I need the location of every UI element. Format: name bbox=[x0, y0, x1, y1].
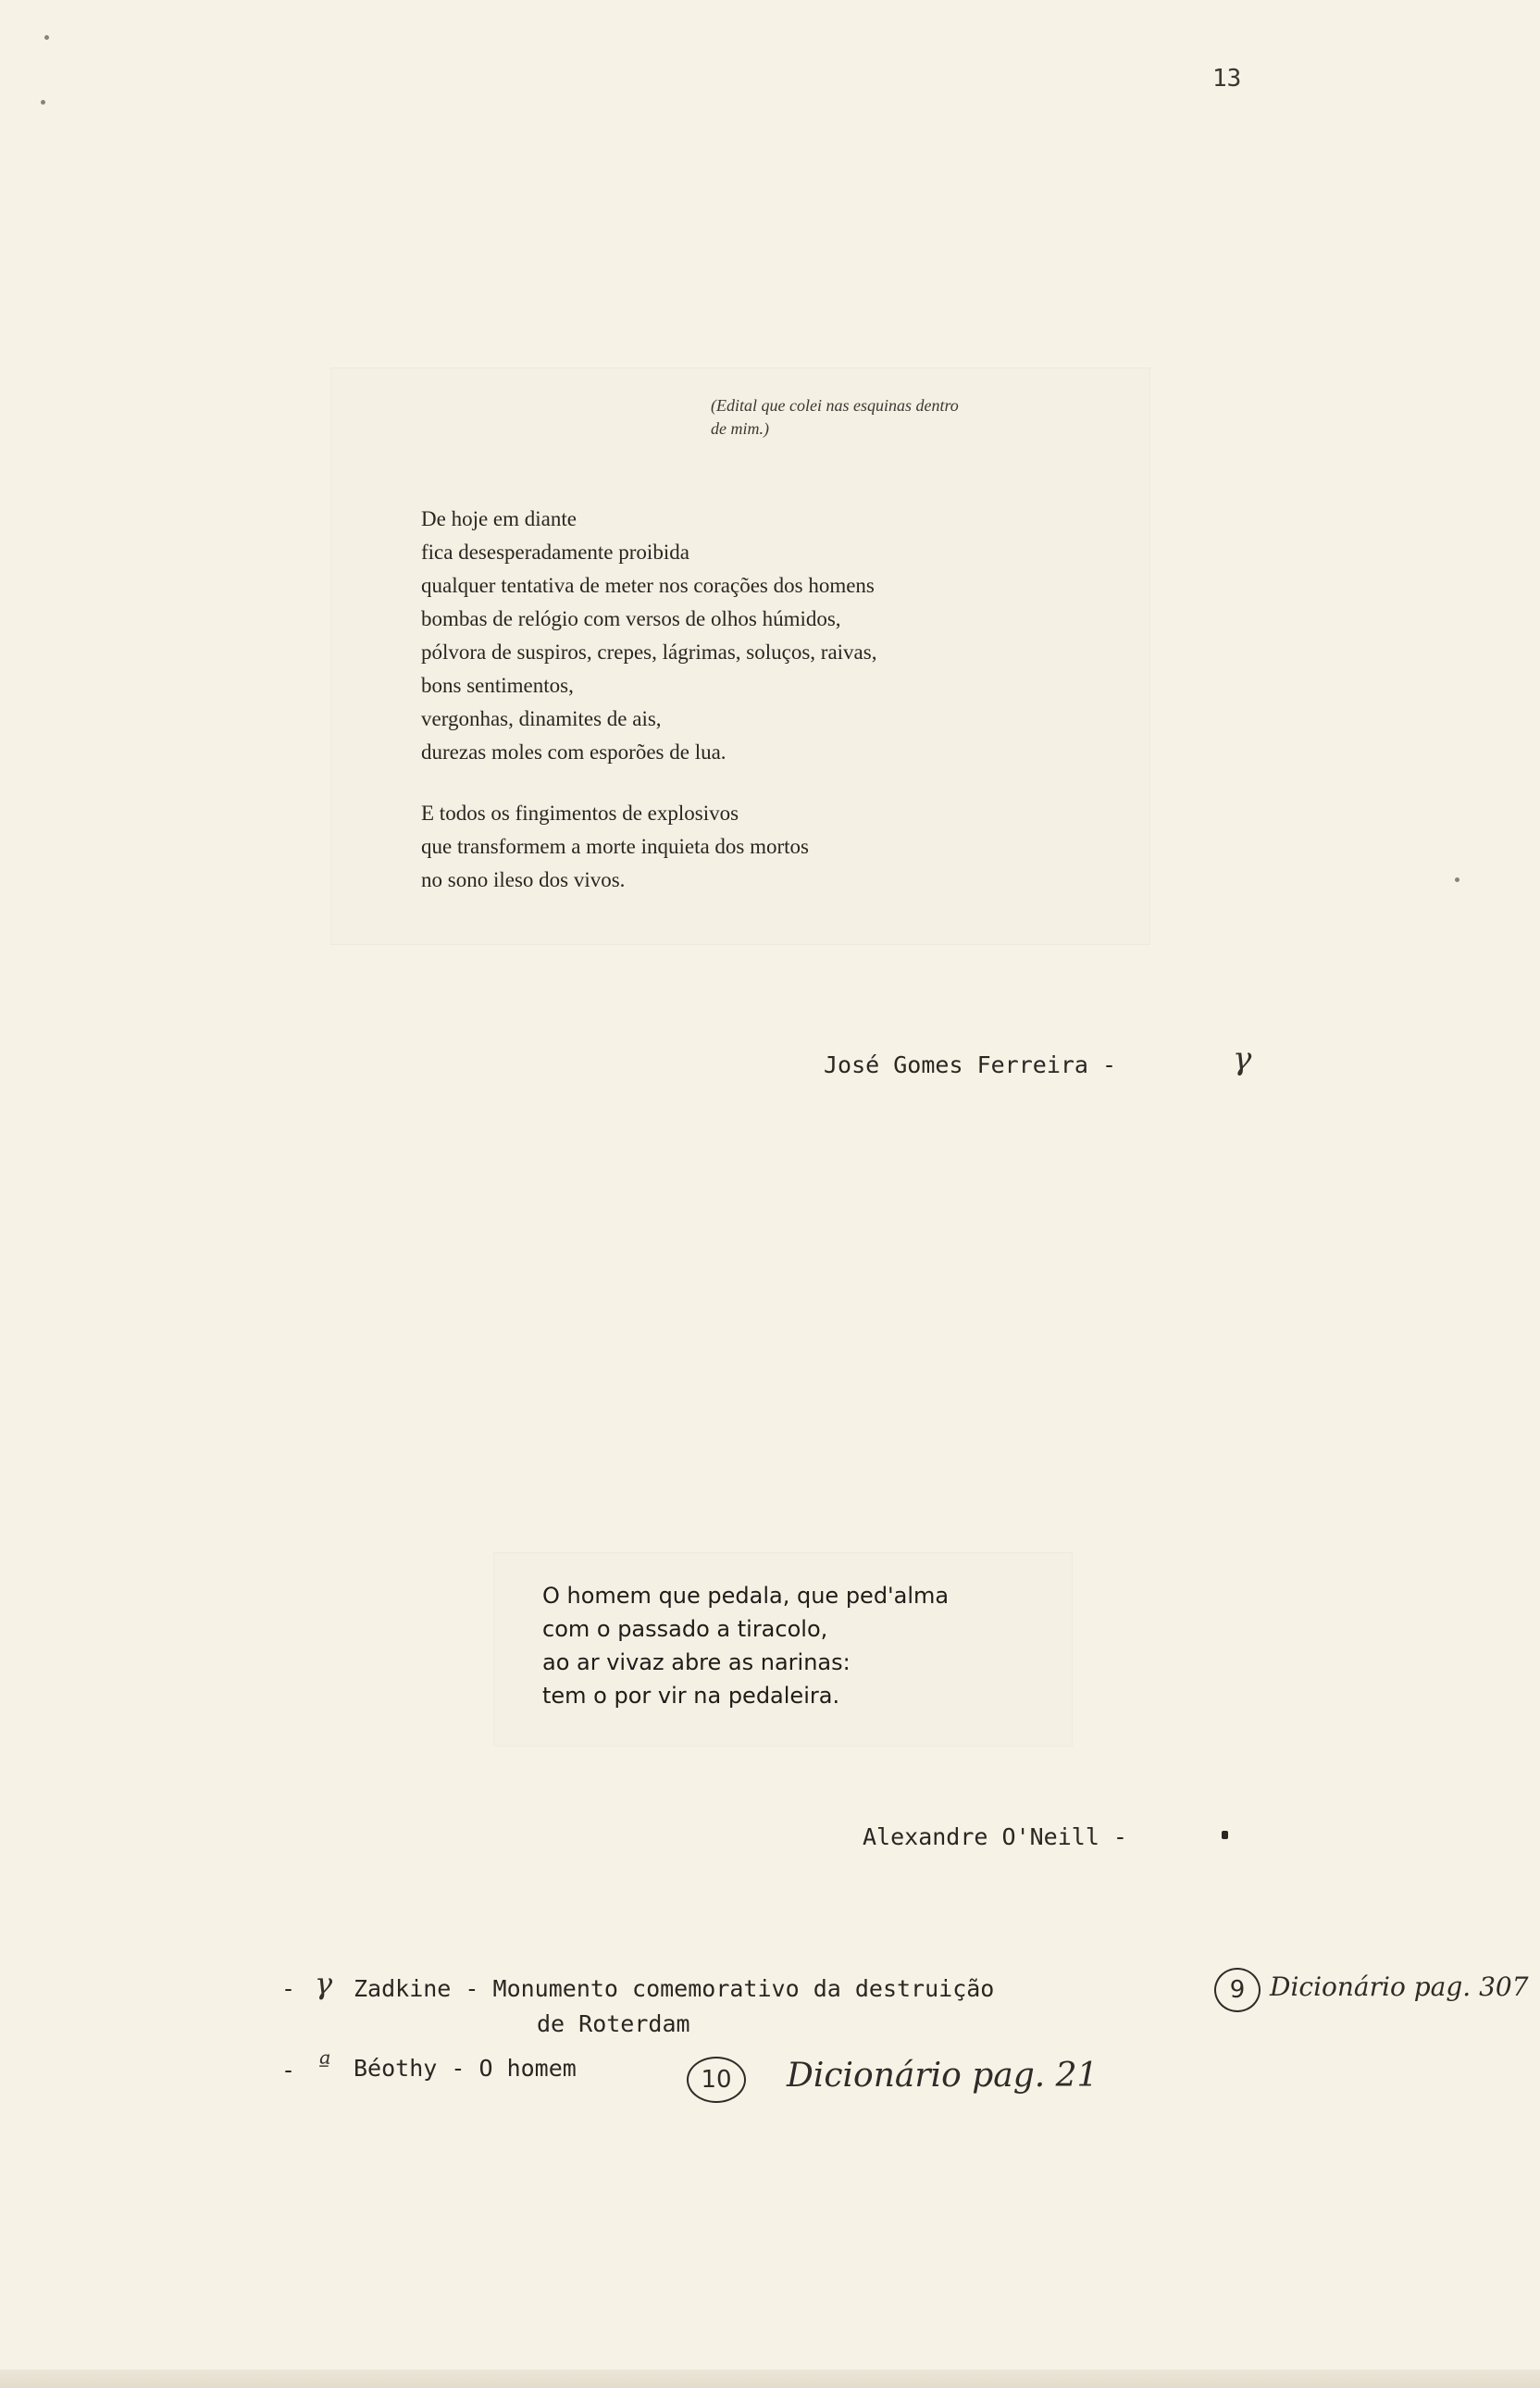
poem-line: ao ar vivaz abre as narinas: bbox=[542, 1649, 851, 1675]
note-1-text: Zadkine - Monumento comemorativo da destruição bbox=[354, 1975, 995, 2002]
paper-speck bbox=[44, 35, 49, 40]
note-1-dash: - bbox=[281, 1975, 296, 2002]
poem-line: tem o por vir na pedaleira. bbox=[542, 1683, 840, 1709]
poem-line: no sono ileso dos vivos. bbox=[421, 868, 626, 891]
epigraph-line: (Edital que colei nas esquinas dentro bbox=[711, 396, 959, 415]
poem-line: bombas de relógio com versos de olhos húmidos, bbox=[421, 607, 841, 630]
ink-mark bbox=[1222, 1831, 1228, 1839]
poem-stanza-1 bbox=[421, 503, 876, 769]
note-1-handwritten-reference: Dicionário pag. 307 bbox=[1270, 1971, 1529, 2002]
note-1-circled-number: 9 bbox=[1214, 1968, 1261, 2012]
note-2-mark: ª bbox=[318, 2049, 331, 2080]
poem-line: vergonhas, dinamites de ais, bbox=[421, 707, 662, 730]
poem-line: que transformem a morte inquieta dos mortos bbox=[421, 835, 810, 858]
poem-clipping-alexandre-oneill bbox=[494, 1553, 1072, 1746]
poem-line: durezas moles com esporões de lua. bbox=[421, 740, 727, 764]
author-jose-gomes-ferreira: José Gomes Ferreira - bbox=[824, 1051, 1117, 1078]
poem-line: De hoje em diante bbox=[421, 507, 577, 530]
paper-speck bbox=[41, 100, 45, 105]
poem-line: E todos os fingimentos de explosivos bbox=[421, 802, 739, 825]
note-1-text-continued: de Roterdam bbox=[537, 2010, 690, 2037]
note-2-handwritten-reference: Dicionário pag. 21 bbox=[787, 2057, 1099, 2095]
author-alexandre-oneill: Alexandre O'Neill - bbox=[863, 1823, 1127, 1850]
scan-bottom-edge bbox=[0, 2369, 1540, 2388]
page-number: 13 bbox=[1212, 65, 1242, 93]
poem-line: qualquer tentativa de meter nos corações dos homens bbox=[421, 574, 875, 597]
poem-line: com o passado a tiracolo, bbox=[542, 1616, 828, 1642]
epigraph-line: de mim.) bbox=[711, 419, 769, 438]
note-2-text: Béothy - O homem bbox=[354, 2055, 577, 2082]
poem-2-text bbox=[542, 1579, 949, 1712]
paper-speck bbox=[1455, 877, 1459, 882]
note-1-mark: γ bbox=[315, 1966, 333, 2001]
poem-stanza-2 bbox=[421, 797, 809, 897]
poem-epigraph bbox=[711, 394, 1118, 441]
poem-line: fica desesperadamente proibida bbox=[421, 541, 689, 564]
poem-line: pólvora de suspiros, crepes, lágrimas, soluços, raivas, bbox=[421, 641, 877, 664]
note-2-dash: - bbox=[281, 2057, 296, 2083]
note-2-circled-number: 10 bbox=[687, 2057, 746, 2103]
poem-clipping-jose-gomes-ferreira bbox=[331, 368, 1149, 944]
author-1-handwritten-mark: γ bbox=[1233, 1040, 1252, 1077]
poem-line: bons sentimentos, bbox=[421, 674, 574, 697]
poem-line: O homem que pedala, que ped'alma bbox=[542, 1583, 950, 1609]
